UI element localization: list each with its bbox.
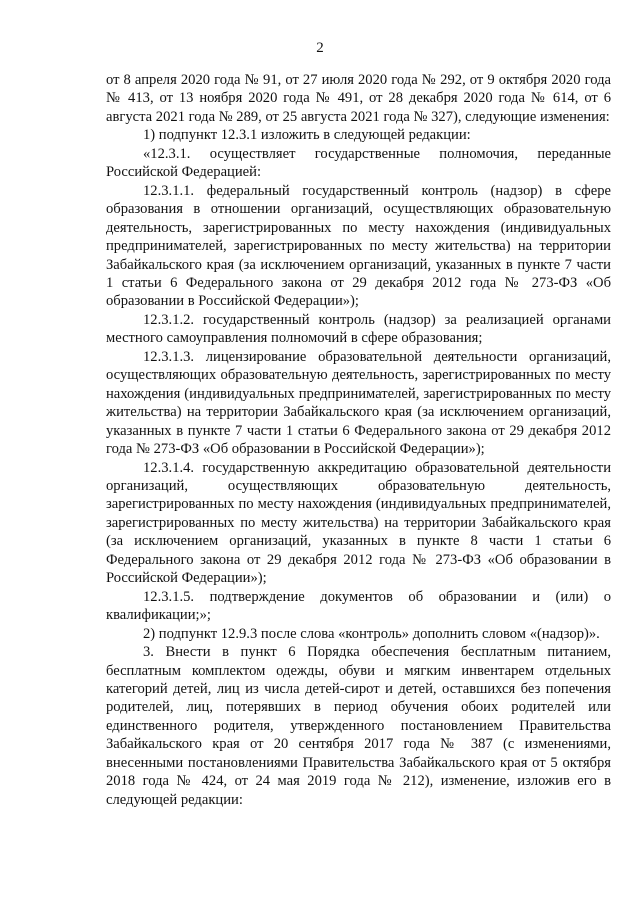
paragraph-point-3: 3. Внести в пункт 6 Порядка обеспечения бесплатным питанием, бесплатным комплектом одежды, обуви и мягким инвентарем отдельных категорий детей, лиц из числа детей-сирот и детей, оставшихся без попечения родителей, лиц, потерявших в период обучения обоих родителей или единственного родителя, утвержденного постановлением Правительства Забайкальского края от 20 сентября 2017 года № 387 (с изменениями, внесенными постановлениями Правительства Забайкальского края от 5 октября 2018 года № 424, от 24 мая 2019 года № 212), изменение, изложив его в следующей редакции: [106, 644, 611, 808]
paragraph-subpoint-1: 1) подпункт 12.3.1 изложить в следующей редакции: [143, 127, 471, 144]
paragraph-12-3-1-3: 12.3.1.3. лицензирование образовательной деятельности организаций, осуществляющих образовательную деятельность, зарегистрированных по месту нахождения (индивидуальных предпринимателей, зарегистрированных по месту жительства) на территории Забайкальского края (за исключением организаций, указанных в пункте 7 части 1 статьи 6 Федерального закона от 29 декабря 2012 года № 273-ФЗ «Об образовании в Российской Федерации»); [106, 348, 611, 458]
paragraph-12-3-1-2: 12.3.1.2. государственный контроль (надзор) за реализацией органами местного самоуправления полномочий в сфере образования; [106, 311, 611, 347]
paragraph-12-3-1-5: 12.3.1.5. подтверждение документов об образовании и (или) о квалификации;»; [106, 588, 611, 624]
paragraph-12-3-1: «12.3.1. осуществляет государственные полномочия, переданные Российской Федерацией: [106, 145, 611, 181]
page-number: 2 [316, 40, 324, 56]
paragraph-amendment-dates: от 8 апреля 2020 года № 91, от 27 июля 2020 года № 292, от 9 октября 2020 года № 413, от 13 ноября 2020 года № 491, от 28 декабря 2020 года № 614, от 6 августа 2021 года № 289, от 25 августа 2021 года № 327), следующие изменения: [106, 72, 611, 125]
paragraph-12-3-1-4: 12.3.1.4. государственную аккредитацию образовательной деятельности организаций, осуществляющих образовательную деятельность, зарегистрированных по месту нахождения (индивидуальных предпринимателей, зарегистрированных по месту жительства) на территории Забайкальского края (за исключением организаций, указанных в пункте 8 части 1 статьи 6 Федерального закона от 29 декабря 2012 года № 273-ФЗ «Об образовании в Российской Федерации»); [106, 459, 611, 587]
paragraph-12-3-1-1: 12.3.1.1. федеральный государственный контроль (надзор) в сфере образования в отношении организаций, осуществляющих образовательную деятельность, зарегистрированных по месту нахождения (индивидуальных предпринимателей, зарегистрированных по месту жительства) на территории Забайкальского края (за исключением организаций, указанных в пункте 7 части 1 статьи 6 Федерального закона от 29 декабря 2012 года № 273-ФЗ «Об образовании в Российской Федерации»); [106, 182, 611, 310]
document-body [106, 71, 611, 809]
paragraph-subpoint-2: 2) подпункт 12.9.3 после слова «контроль» дополнить словом «(надзор)». [143, 625, 600, 642]
